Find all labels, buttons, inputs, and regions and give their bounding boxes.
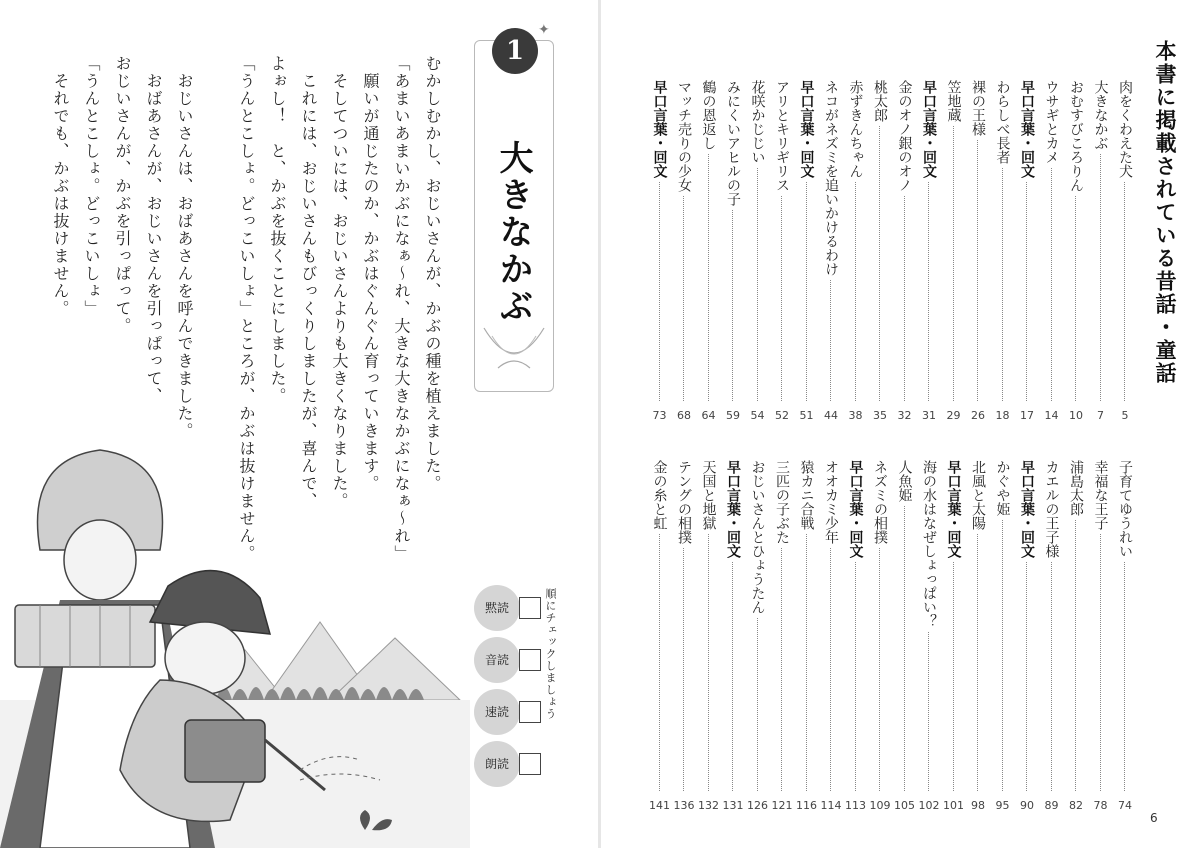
story-line: おばあさんが、おじいさんを引っぱって、 <box>144 55 163 405</box>
toc-entry <box>771 80 793 423</box>
story-line: これには、おじいさんもびっくりしましたが、喜んで、 <box>299 55 318 510</box>
toc-entry-page: 116 <box>796 799 817 812</box>
toc-entry-page: 74 <box>1118 799 1132 812</box>
story-line: おじいさんは、おばあさんを呼んできました。 <box>175 55 194 440</box>
toc-entry-page: 18 <box>995 409 1010 422</box>
toc-entry-title: 桃太郎 <box>869 80 891 126</box>
toc-entry-page: 141 <box>649 799 670 812</box>
toc-entry <box>1065 460 1087 813</box>
toc-entry-title: 北風と太陽 <box>967 460 989 534</box>
story-line: そしてついには、おじいさんよりも大きくなりました。 <box>330 55 349 510</box>
checklist-item-label: 音読 <box>474 637 520 683</box>
toc-entry-title: 金のオノ銀のオノ <box>894 80 916 196</box>
toc-entry <box>894 460 916 813</box>
toc-entry-title: かぐや姫 <box>992 460 1014 520</box>
toc-entry-page: 32 <box>897 409 912 422</box>
toc-entry-page: 38 <box>848 409 863 422</box>
toc-entry-title: 天国と地獄 <box>698 460 720 534</box>
story-line: よぉし！ と、かぶを抜くことにしました。 <box>268 55 287 405</box>
toc-entry <box>845 80 867 423</box>
toc-entry-page: 101 <box>943 799 964 812</box>
story-line: 願いが通じたのか、かぶはぐんぐん育っていきます。 <box>361 55 380 493</box>
toc-entry-title: テングの相撲 <box>673 460 695 548</box>
toc-entry <box>943 80 965 423</box>
toc-entry <box>1114 460 1136 813</box>
toc-entry-title: 花咲かじじい <box>747 80 769 168</box>
toc-entry-page: 102 <box>918 799 940 812</box>
toc-entry-page: 64 <box>701 409 716 422</box>
toc-entry <box>747 80 769 423</box>
toc-entry-title: 赤ずきんちゃん <box>845 80 867 182</box>
toc-entry-title: 肉をくわえた犬 <box>1114 80 1136 182</box>
checklist-checkbox[interactable] <box>519 649 541 671</box>
toc-entry-page: 29 <box>946 409 961 422</box>
page-spine <box>598 0 601 848</box>
toc-entry-page: 109 <box>869 799 891 812</box>
toc-entry <box>1090 80 1112 423</box>
checklist-item-label: 黙読 <box>474 585 520 631</box>
toc-entry-page: 132 <box>698 799 719 812</box>
toc-entry-page: 113 <box>845 799 866 812</box>
toc-entry <box>722 80 744 423</box>
toc-entry <box>918 80 940 423</box>
toc-entry-page: 54 <box>750 409 765 422</box>
toc-entry <box>820 80 842 423</box>
toc-entry-page: 5 <box>1121 409 1129 422</box>
toc-entry <box>967 80 989 423</box>
toc-entry-title: 早口言葉・回文 <box>796 80 818 182</box>
toc-entry <box>796 80 818 423</box>
toc-entry <box>1016 460 1038 813</box>
story-line: 「うんとこしょ。どっこいしょ」 <box>82 55 101 318</box>
checklist-checkbox[interactable] <box>519 597 541 619</box>
toc-entry-page: 131 <box>722 799 744 812</box>
toc-entry-title: 鶴の恩返し <box>698 80 720 154</box>
toc-entry-title: 早口言葉・回文 <box>943 460 965 562</box>
toc-entry-title: 子育てゆうれい <box>1114 460 1136 562</box>
toc-entry-page: 126 <box>747 799 768 812</box>
toc-entry-title: おむすびころりん <box>1065 80 1087 196</box>
checklist-checkbox[interactable] <box>519 753 541 775</box>
toc-leader-dots <box>904 460 905 791</box>
toc-entry-page: 78 <box>1093 799 1108 812</box>
toc-entry <box>747 460 769 813</box>
toc-entry-title: マッチ売りの少女 <box>673 80 695 196</box>
story-line: 「うんとこしょ。どっこいしょ」ところが、かぶは抜けません。 <box>237 55 256 563</box>
toc-entry-page: 17 <box>1020 409 1034 422</box>
toc-entry-title: 大きなかぶ <box>1090 80 1112 154</box>
toc-entry <box>698 460 720 813</box>
toc-entry-title: みにくいアヒルの子 <box>722 80 744 210</box>
toc-entry <box>894 80 916 423</box>
toc-entry <box>649 460 671 813</box>
toc-entry <box>1090 460 1112 813</box>
toc-entry-title: 早口言葉・回文 <box>918 80 940 182</box>
toc-entry-title: 人魚姫 <box>894 460 916 506</box>
toc-entry-title: 猿カニ合戦 <box>796 460 818 534</box>
toc-entry <box>722 460 744 813</box>
story-line: 「あまいあまいかぶになぁ〜れ、大きな大きなかぶになぁ〜れ」 <box>392 55 411 563</box>
story-title: 大きなかぶ <box>493 140 533 325</box>
toc-entry-title: 笠地蔵 <box>943 80 965 126</box>
checklist-item-label: 速読 <box>474 689 520 735</box>
toc-entry-page: 26 <box>971 409 985 422</box>
toc-entry-title: ウサギとカメ <box>1041 80 1063 168</box>
toc-entry-page: 68 <box>677 409 691 422</box>
checklist-checkbox[interactable] <box>519 701 541 723</box>
toc-title: 本書に掲載されている昔話・童話 <box>1153 40 1177 385</box>
toc-entry-title: 早口言葉・回文 <box>649 80 671 182</box>
toc-entry <box>1065 80 1087 423</box>
toc-entry-title: 早口言葉・回文 <box>722 460 744 562</box>
toc-entry-page: 35 <box>873 409 887 422</box>
toc-entry-page: 7 <box>1097 409 1104 422</box>
toc-entry-page: 90 <box>1020 799 1034 812</box>
story-line: おじいさんが、かぶを引っぱって。 <box>113 55 132 335</box>
toc-entry-title: 幸福な王子 <box>1090 460 1112 534</box>
toc-entry <box>845 460 867 813</box>
toc-entry-title: 三匹の子ぶた <box>771 460 793 548</box>
toc-entry-page: 82 <box>1069 799 1083 812</box>
toc-entry <box>943 460 965 813</box>
toc-entry-page: 44 <box>824 409 838 422</box>
toc-entry <box>1016 80 1038 423</box>
toc-entry-title: カエルの王子様 <box>1041 460 1063 562</box>
toc-entry <box>1114 80 1136 423</box>
toc-entry-page: 51 <box>799 409 814 422</box>
toc-leader-dots <box>879 80 880 401</box>
toc-entry-page: 98 <box>971 799 985 812</box>
toc-entry-page: 114 <box>820 799 842 812</box>
toc-entry-page: 31 <box>922 409 936 422</box>
toc-entry-page: 136 <box>673 799 695 812</box>
toc-entry <box>1041 460 1063 813</box>
toc-entry-title: 金の糸と虹 <box>649 460 671 534</box>
toc-entry-title: 海の水はなぜしょっぱい？ <box>918 460 940 632</box>
story-number-badge: 1 <box>492 28 538 74</box>
toc-entry <box>967 460 989 813</box>
title-card-ornament <box>478 320 550 380</box>
toc-entry <box>673 460 695 813</box>
toc-entry <box>992 80 1014 423</box>
toc-entry-title: 浦島太郎 <box>1065 460 1087 520</box>
toc-entry-page: 10 <box>1069 409 1083 422</box>
toc-entry <box>1041 80 1063 423</box>
checklist-item-label: 朗読 <box>474 741 520 787</box>
toc-entry-page: 121 <box>771 799 793 812</box>
toc-entry-title: 早口言葉・回文 <box>1016 80 1038 182</box>
toc-entry <box>698 80 720 423</box>
toc-entry-page: 105 <box>894 799 915 812</box>
toc-entry-page: 52 <box>775 409 789 422</box>
toc-entry-page: 89 <box>1044 799 1059 812</box>
toc-entry <box>796 460 818 813</box>
sparkle-icon: ✦ <box>538 22 550 38</box>
toc-entry-title: オオカミ少年 <box>820 460 842 548</box>
toc-entry <box>771 460 793 813</box>
toc-entry-page: 14 <box>1044 409 1059 422</box>
toc-entry-title: おじいさんとひょうたん <box>747 460 769 618</box>
story-line: むかしむかし、おじいさんが、かぶの種を植えました。 <box>423 55 442 493</box>
toc-entry <box>918 460 940 813</box>
page-number: 6 <box>1150 811 1158 825</box>
toc-entry-title: 早口言葉・回文 <box>845 460 867 562</box>
toc-entry <box>820 460 842 813</box>
toc-entry-title: ネズミの相撲 <box>869 460 891 548</box>
toc-entry <box>673 80 695 423</box>
story-line: それでも、かぶは抜けません。 <box>51 55 70 318</box>
toc-entry-title: ネコがネズミを追いかけるわけ <box>820 80 842 280</box>
toc-entry-page: 59 <box>726 409 740 422</box>
toc-entry <box>649 80 671 423</box>
checklist-note: 順にチェックしましょう <box>544 588 557 720</box>
toc-entry-title: 早口言葉・回文 <box>1016 460 1038 562</box>
toc-entry-page: 73 <box>652 409 667 422</box>
toc-entry <box>869 80 891 423</box>
toc-entry <box>869 460 891 813</box>
toc-entry-title: アリとキリギリス <box>771 80 793 196</box>
toc-entry-title: 裸の王様 <box>967 80 989 140</box>
toc-entry-title: わらしべ長者 <box>992 80 1014 168</box>
toc-leader-dots <box>953 80 954 401</box>
toc-entry <box>992 460 1014 813</box>
toc-entry-page: 95 <box>995 799 1010 812</box>
